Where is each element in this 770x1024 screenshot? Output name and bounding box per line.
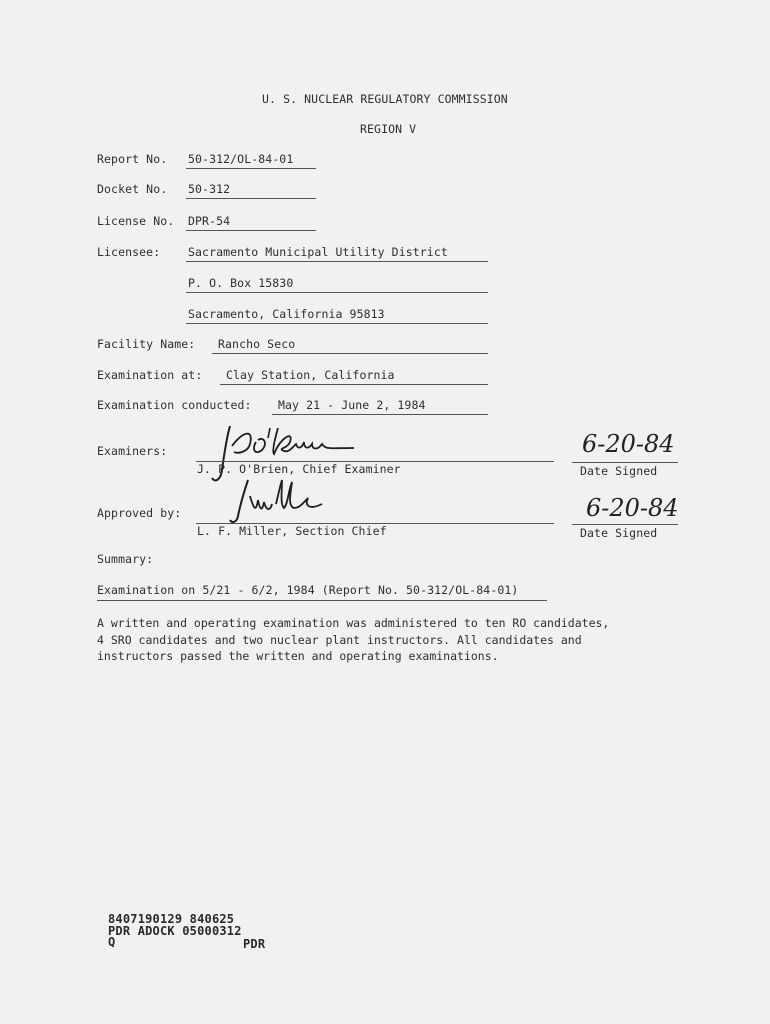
exam-conducted-underline — [272, 414, 488, 415]
summary-heading: Examination on 5/21 - 6/2, 1984 (Report No. 50-312/OL-84-01) — [97, 583, 519, 597]
docket-underline — [186, 198, 316, 199]
licensee-line2: P. O. Box 15830 — [188, 276, 294, 290]
license-underline — [186, 230, 316, 231]
approver-name: L. F. Miller, Section Chief — [197, 524, 387, 538]
summary-line1: A written and operating examination was administered to ten RO candidates, — [97, 616, 610, 630]
pdr-stamp-line1: 8407190129 840625 — [108, 912, 235, 926]
approver-date-line — [572, 524, 678, 525]
pdr-stamp-line2: PDR ADOCK 05000312 — [108, 924, 242, 938]
report-value: 50-312/OL-84-01 — [188, 152, 294, 166]
examiner-date-line — [572, 462, 678, 463]
docket-label: Docket No. — [97, 182, 168, 196]
summary-line2: 4 SRO candidates and two nuclear plant instructors. All candidates and — [97, 633, 582, 647]
approver-signature — [226, 476, 336, 526]
license-label: License No. — [97, 214, 175, 228]
exam-conducted-label: Examination conducted: — [97, 398, 252, 412]
pdr-stamp-line3-right: PDR — [243, 937, 266, 951]
exam-conducted-value: May 21 - June 2, 1984 — [278, 398, 426, 412]
examiner-date-handwritten: 6-20-84 — [582, 430, 675, 458]
licensee-line2-underline — [186, 292, 488, 293]
report-underline — [186, 168, 316, 169]
examiners-label: Examiners: — [97, 444, 168, 458]
summary-heading-underline — [97, 600, 547, 601]
approver-date-signed-label: Date Signed — [580, 526, 658, 540]
docket-value: 50-312 — [188, 182, 231, 196]
agency-title: U. S. NUCLEAR REGULATORY COMMISSION — [262, 92, 508, 106]
facility-label: Facility Name: — [97, 337, 196, 351]
licensee-line3-underline — [186, 323, 488, 324]
region-title: REGION V — [360, 122, 417, 136]
summary-label: Summary: — [97, 552, 154, 566]
approver-date-handwritten: 6-20-84 — [586, 494, 679, 522]
exam-at-value: Clay Station, California — [226, 368, 395, 382]
licensee-line1: Sacramento Municipal Utility District — [188, 245, 448, 259]
facility-underline — [212, 353, 488, 354]
pdr-stamp-line3-left: Q — [108, 935, 116, 949]
licensee-line1-underline — [186, 261, 488, 262]
exam-at-underline — [220, 384, 488, 385]
licensee-label: Licensee: — [97, 245, 161, 259]
approved-label: Approved by: — [97, 506, 182, 520]
license-value: DPR-54 — [188, 214, 231, 228]
report-label: Report No. — [97, 152, 168, 166]
examiner-date-signed-label: Date Signed — [580, 464, 658, 478]
exam-at-label: Examination at: — [97, 368, 203, 382]
examiner-name: J. P. O'Brien, Chief Examiner — [197, 462, 401, 476]
summary-line3: instructors passed the written and operating examinations. — [97, 649, 499, 663]
facility-value: Rancho Seco — [218, 337, 296, 351]
licensee-line3: Sacramento, California 95813 — [188, 307, 385, 321]
